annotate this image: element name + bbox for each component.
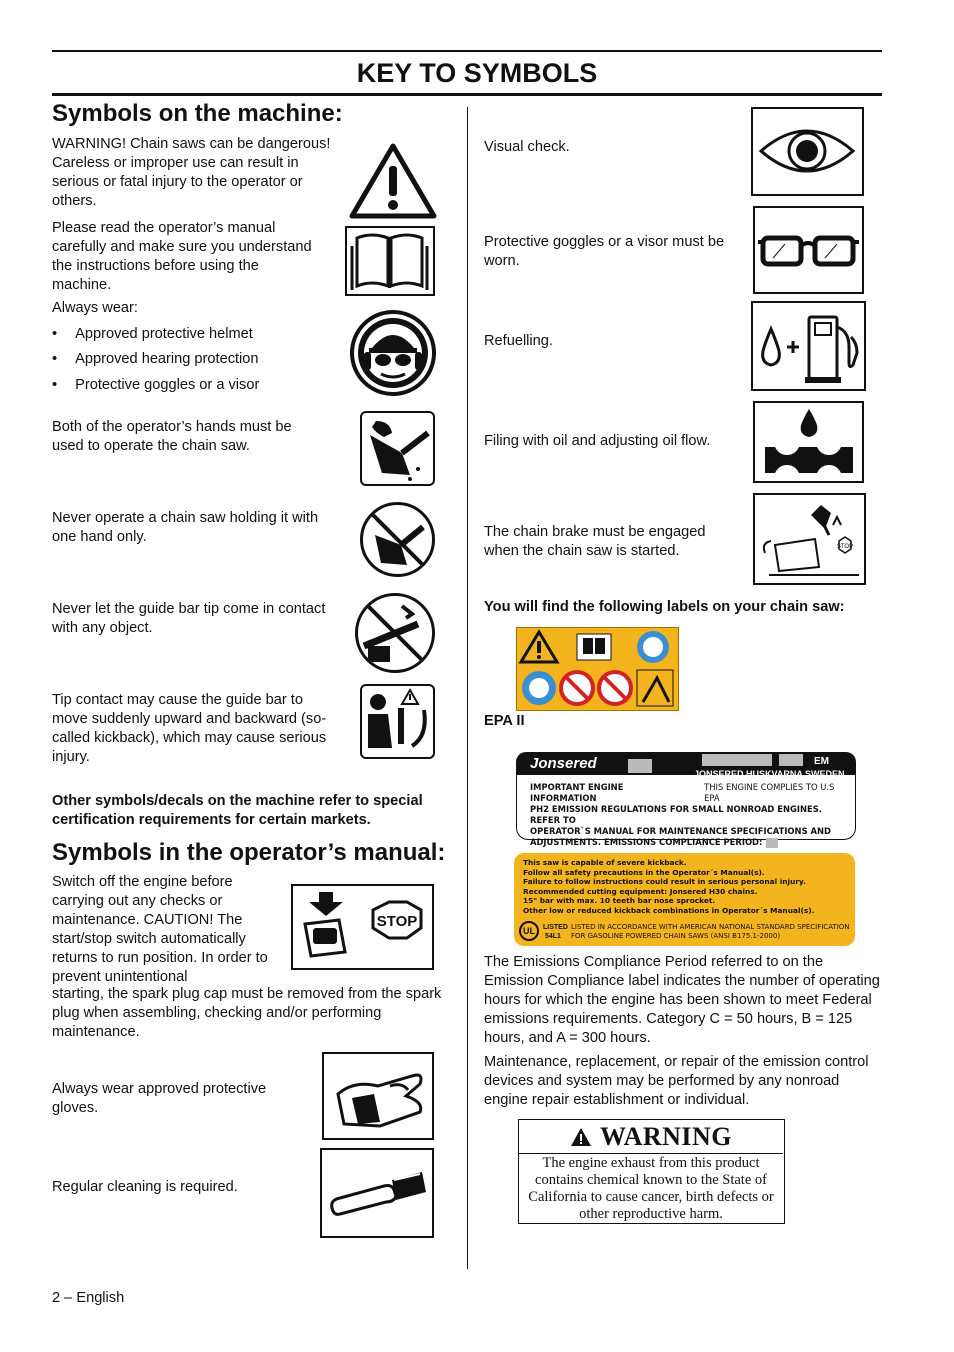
stop-sign-label: STOP (376, 913, 418, 930)
switch-off-text-a: Switch off the engine before carrying out any checks or maintenance. CAUTION! The start/stop switch automatically returns to run position. In order to prevent unintentional (52, 874, 268, 985)
epa-decal-line1: IMPORTANT ENGINE INFORMATION (530, 782, 624, 803)
protective-equipment-icon (350, 310, 436, 396)
read-manual-text: Please read the operator’s manual carefully and make sure you understand the instructions before using the machine. (52, 220, 312, 293)
maintenance-text: Maintenance, replacement, or repair of the emission control devices and system may be performed by any nonroad engine repair establishment or individual. (484, 1054, 869, 1108)
switch-off-text-b: starting, the spark plug cap must be removed from the spark plug when assembling, checking and/or performing maintenance. (52, 986, 442, 1040)
cleaning-text: Regular cleaning is required. (52, 1179, 238, 1195)
page-title: KEY TO SYMBOLS (356, 58, 598, 88)
no-one-hand-icon (360, 502, 435, 577)
ul-text-2: FOR GASOLINE POWERED CHAIN SAWS (ANSI B175.1-2000) (571, 932, 781, 940)
filing-oil-icon (753, 401, 864, 483)
kickback-text: Tip contact may cause the guide bar to move suddenly upward and backward (so-called kickback), which may cause serious injury. (52, 692, 327, 765)
kickback-decal-line: 15" bar with max. 10 teeth bar nose sprocket. (523, 896, 716, 906)
epa-decal-line1b: THIS ENGINE COMPLIES TO U.S EPA (704, 782, 835, 803)
always-wear-label: Always wear: (52, 300, 138, 316)
cleaning-brush-icon (320, 1148, 434, 1238)
epa-decal-text-block (530, 782, 850, 848)
both-hands-text: Both of the operator’s hands must be used to operate the chain saw. (52, 419, 292, 454)
wear-item-helmet: Approved protective helmet (75, 326, 253, 342)
wear-item: • Approved protective helmet (52, 326, 253, 342)
epa-decal-blank-field (702, 754, 772, 766)
epa-decal-line2: PH2 EMISSION REGULATIONS FOR SMALL NONROAD ENGINES. REFER TO (530, 804, 822, 825)
chain-brake-stop-label: STOP (836, 544, 854, 550)
epa-decal-line3: OPERATOR`S MANUAL FOR MAINTENANCE SPECIFICATIONS AND (530, 826, 831, 836)
ul-listed-mark-icon: UL (519, 921, 539, 941)
chain-brake-text: The chain brake must be engaged when the chain saw is started. (484, 524, 706, 559)
kickback-decal-line: Failure to follow instructions could result in serious personal injury. (523, 877, 806, 887)
epa-decal-blank-field (779, 754, 803, 766)
epa-label: EPA II (484, 713, 525, 729)
ul-text-1: LISTED IN ACCORDANCE WITH AMERICAN NATIONAL STANDARD SPECIFICATION (571, 923, 850, 931)
epa-decal-line4: ADJUSTMENTS. EMISSIONS COMPLIANCE PERIOD: (530, 837, 763, 847)
goggles-icon (753, 206, 864, 294)
section-machine-title: Symbols on the machine: (52, 100, 343, 127)
safety-symbols-decal (516, 627, 679, 711)
page-footer: 2 – English (52, 1290, 125, 1306)
warning-text: WARNING! Chain saws can be dangerous! Careless or improper use can result in serious or fatal injury to the operator or others. (52, 136, 331, 209)
wear-item-hearing: Approved hearing protection (75, 351, 259, 367)
labels-heading: You will find the following labels on your chain saw: (484, 599, 845, 615)
wear-item-goggles: Protective goggles or a visor (75, 377, 260, 393)
two-hands-icon (360, 411, 435, 486)
section-manual-title: Symbols in the operator’s manual: (52, 839, 446, 866)
manual-book-icon (345, 226, 435, 296)
switch-off-icon (291, 884, 434, 970)
wear-item: • Protective goggles or a visor (52, 377, 260, 393)
other-symbols-text: Other symbols/decals on the machine refer to special certification requirements for certain markets. (52, 793, 423, 828)
epa-decal-brand: Jonsered (530, 755, 597, 772)
kickback-decal-line: Follow all safety precautions in the Operator´s Manual(s). (523, 867, 765, 877)
prop65-warning-title: WARNING (599, 1121, 733, 1151)
emissions-period-text: The Emissions Compliance Period referred to on the Emission Compliance label indicates the number of operating hours for which the engine has been shown to meet Federal emissions requirements. Category C = 50 hours, B = 125 hours, and A = 300 hours. (484, 954, 880, 1046)
top-rule (52, 50, 882, 52)
epa-decal-em: EM (814, 756, 829, 767)
kickback-decal-line: Recommended cutting equipment: Jonsered H30 chains. (523, 886, 758, 896)
chain-brake-icon (753, 493, 866, 585)
warning-triangle-icon (570, 1127, 592, 1147)
gloves-text: Always wear approved protective gloves. (52, 1081, 267, 1116)
title-rule (52, 93, 882, 96)
column-divider (467, 107, 468, 1269)
epa-decal-blank-field (628, 759, 652, 773)
warning-triangle-icon (348, 142, 438, 220)
prop65-warning-body: The engine exhaust from this product contains chemical known to the State of California to cause cancer, birth defects or other reproductive harm. (528, 1155, 774, 1222)
epa-decal-blank-field (766, 838, 778, 848)
wear-item: • Approved hearing protection (52, 351, 259, 367)
no-tip-contact-icon (355, 593, 435, 673)
one-hand-text: Never operate a chain saw holding it with one hand only. (52, 510, 319, 545)
refuelling-text: Refuelling. (484, 333, 553, 349)
ul-listed-label: LISTED (543, 924, 568, 931)
epa-decal-company: JONSERED HUSKVARNA SWEDEN (694, 769, 845, 779)
epa-emissions-decal (516, 752, 856, 847)
eye-icon (751, 107, 864, 196)
kickback-decal-line: Other low or reduced kickback combinations in Operator´s Manual(s). (523, 905, 815, 915)
filing-text: Filing with oil and adjusting oil flow. (484, 433, 711, 449)
kickback-decal (514, 853, 855, 946)
prop65-warning-box (518, 1119, 785, 1224)
tip-contact-text: Never let the guide bar tip come in contact with any object. (52, 601, 326, 636)
gloves-icon (322, 1052, 434, 1140)
kickback-decal-line: This saw is capable of severe kickback. (523, 858, 687, 867)
kickback-decal-text (523, 858, 849, 916)
kickback-warning-icon (360, 684, 435, 759)
ul-code-label: 54L1 (545, 933, 561, 940)
prop65-warning-header (519, 1120, 783, 1154)
refuelling-icon (751, 301, 866, 391)
visual-check-text: Visual check. (484, 139, 570, 155)
goggles-text: Protective goggles or a visor must be worn. (484, 234, 725, 269)
